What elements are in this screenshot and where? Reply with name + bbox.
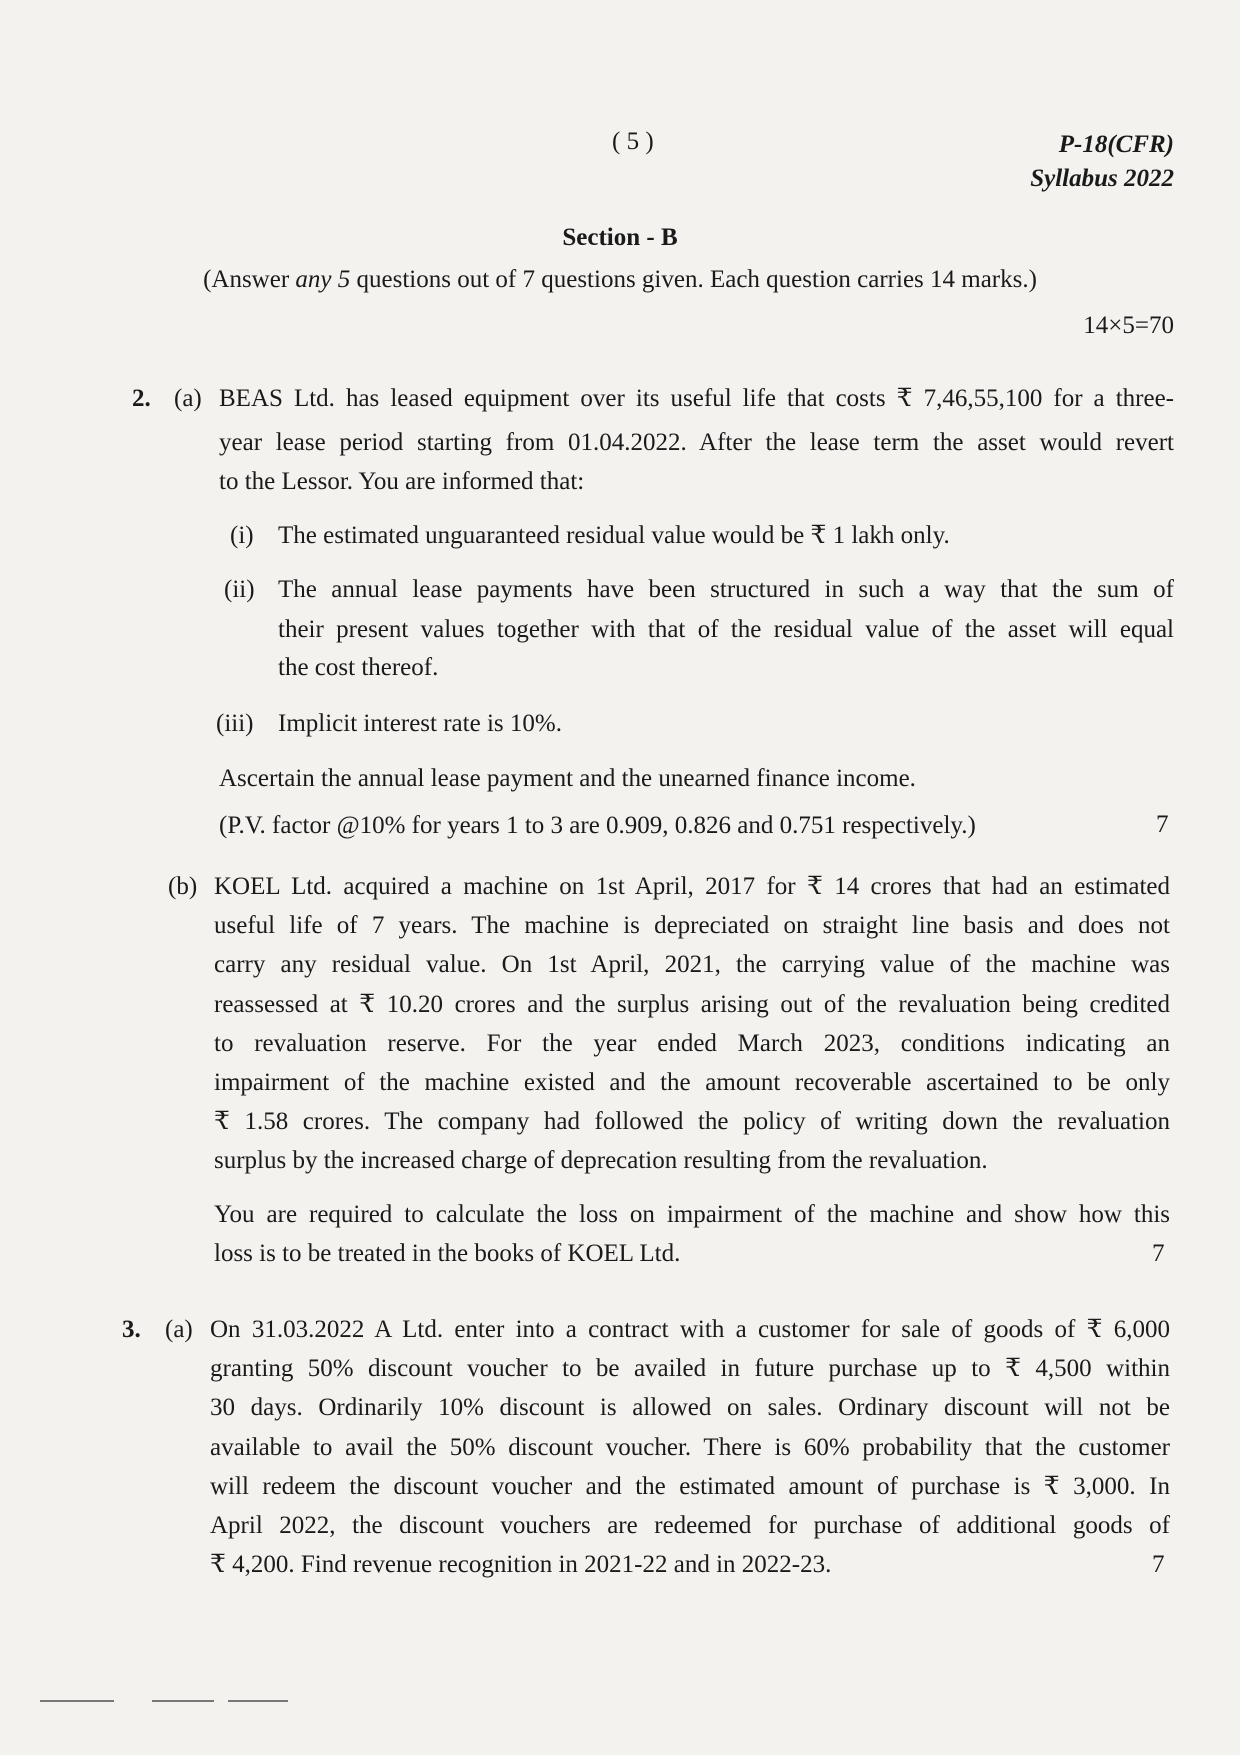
q3a-line-6: April 2022, the discount vouchers are redeemed for purchase of additional goods of bbox=[210, 1512, 1170, 1539]
q2b-line-9: You are required to calculate the loss on impairment of the machine and show how this bbox=[214, 1201, 1170, 1228]
q2b-line-8: surplus by the increased charge of deprecation resulting from the revaluation. bbox=[214, 1147, 988, 1174]
q2a-pv-factors: (P.V. factor @10% for years 1 to 3 are 0.909, 0.826 and 0.751 respectively.) bbox=[219, 812, 976, 839]
q3a-line-7: ₹ 4,200. Find revenue recognition in 2021-22 and in 2022-23. bbox=[210, 1551, 832, 1578]
paper-header bbox=[1030, 128, 1174, 196]
instruction-pre: (Answer bbox=[203, 266, 296, 293]
q2a-ii-label: (ii) bbox=[224, 576, 255, 603]
q2a-ii-line-3: the cost thereof. bbox=[278, 654, 439, 681]
q2a-line-1: BEAS Ltd. has leased equipment over its useful life that costs ₹ 7,46,55,100 for a three- bbox=[219, 385, 1174, 412]
q2b-line-4: reassessed at ₹ 10.20 crores and the surplus arising out of the revaluation being credited bbox=[214, 991, 1170, 1018]
q2a-line-2: year lease period starting from 01.04.2022. After the lease term the asset would revert bbox=[219, 429, 1174, 456]
page-number: ( 5 ) bbox=[612, 128, 654, 155]
instruction-post: questions out of 7 questions given. Each question carries 14 marks.) bbox=[350, 266, 1037, 293]
q3a-line-3: 30 days. Ordinarily 10% discount is allowed on sales. Ordinary discount will not be bbox=[210, 1394, 1170, 1421]
q2b-line-5: to revaluation reserve. For the year ended March 2023, conditions indicating an bbox=[214, 1030, 1170, 1057]
q3a-line-5: will redeem the discount voucher and the estimated amount of purchase is ₹ 3,000. In bbox=[210, 1473, 1170, 1500]
q2a-i-text: The estimated unguaranteed residual value would be ₹ 1 lakh only. bbox=[278, 522, 950, 549]
q3a-line-4: available to avail the 50% discount voucher. There is 60% probability that the customer bbox=[210, 1434, 1170, 1461]
q2a-iii-text: Implicit interest rate is 10%. bbox=[278, 710, 562, 737]
q3a-line-1: On 31.03.2022 A Ltd. enter into a contract with a customer for sale of goods of ₹ 6,000 bbox=[210, 1316, 1170, 1343]
bottom-rule-left bbox=[40, 1700, 114, 1702]
q2a-ii-line-1: The annual lease payments have been structured in such a way that the sum of bbox=[278, 576, 1174, 603]
q2a-ii-line-2: their present values together with that of the residual value of the asset will equal bbox=[278, 616, 1174, 643]
q2b-line-6: impairment of the machine existed and the amount recoverable ascertained to be only bbox=[214, 1069, 1170, 1096]
syllabus-label: Syllabus 2022 bbox=[1030, 165, 1174, 192]
instruction-emphasis: any 5 bbox=[295, 266, 351, 293]
q2b-line-1: KOEL Ltd. acquired a machine on 1st April, 2017 for ₹ 14 crores that had an estimated bbox=[214, 873, 1170, 900]
q2a-i-label: (i) bbox=[230, 522, 254, 549]
section-title: Section - B bbox=[562, 224, 678, 251]
q2a-iii-label: (iii) bbox=[216, 710, 254, 737]
q2b-marks: 7 bbox=[1152, 1240, 1165, 1267]
q2b-line-7: ₹ 1.58 crores. The company had followed the policy of writing down the revaluation bbox=[214, 1108, 1170, 1135]
total-marks: 14×5=70 bbox=[1083, 312, 1174, 339]
q2b-line-3: carry any residual value. On 1st April, 2021, the carrying value of the machine was bbox=[214, 951, 1170, 978]
q2b-label: (b) bbox=[168, 873, 198, 900]
bottom-rule-right bbox=[228, 1700, 288, 1702]
paper-code: P-18(CFR) bbox=[1058, 131, 1174, 158]
q3a-marks: 7 bbox=[1152, 1551, 1165, 1578]
q3a-line-2: granting 50% discount voucher to be availed in future purchase up to ₹ 4,500 within bbox=[210, 1355, 1170, 1382]
q3-number: 3. bbox=[122, 1316, 141, 1343]
q2a-label: (a) bbox=[174, 385, 202, 412]
q2a-ask: Ascertain the annual lease payment and the unearned finance income. bbox=[219, 765, 916, 792]
q2-number: 2. bbox=[132, 385, 151, 412]
q2b-line-2: useful life of 7 years. The machine is depreciated on straight line basis and does not bbox=[214, 912, 1170, 939]
bottom-rule-mid bbox=[152, 1700, 214, 1702]
q2a-line-3: to the Lessor. You are informed that: bbox=[219, 468, 585, 495]
q3a-label: (a) bbox=[165, 1316, 193, 1343]
q2b-line-10: loss is to be treated in the books of KOEL Ltd. bbox=[214, 1240, 681, 1267]
section-instruction bbox=[0, 266, 1240, 294]
q2a-marks: 7 bbox=[1156, 811, 1169, 838]
